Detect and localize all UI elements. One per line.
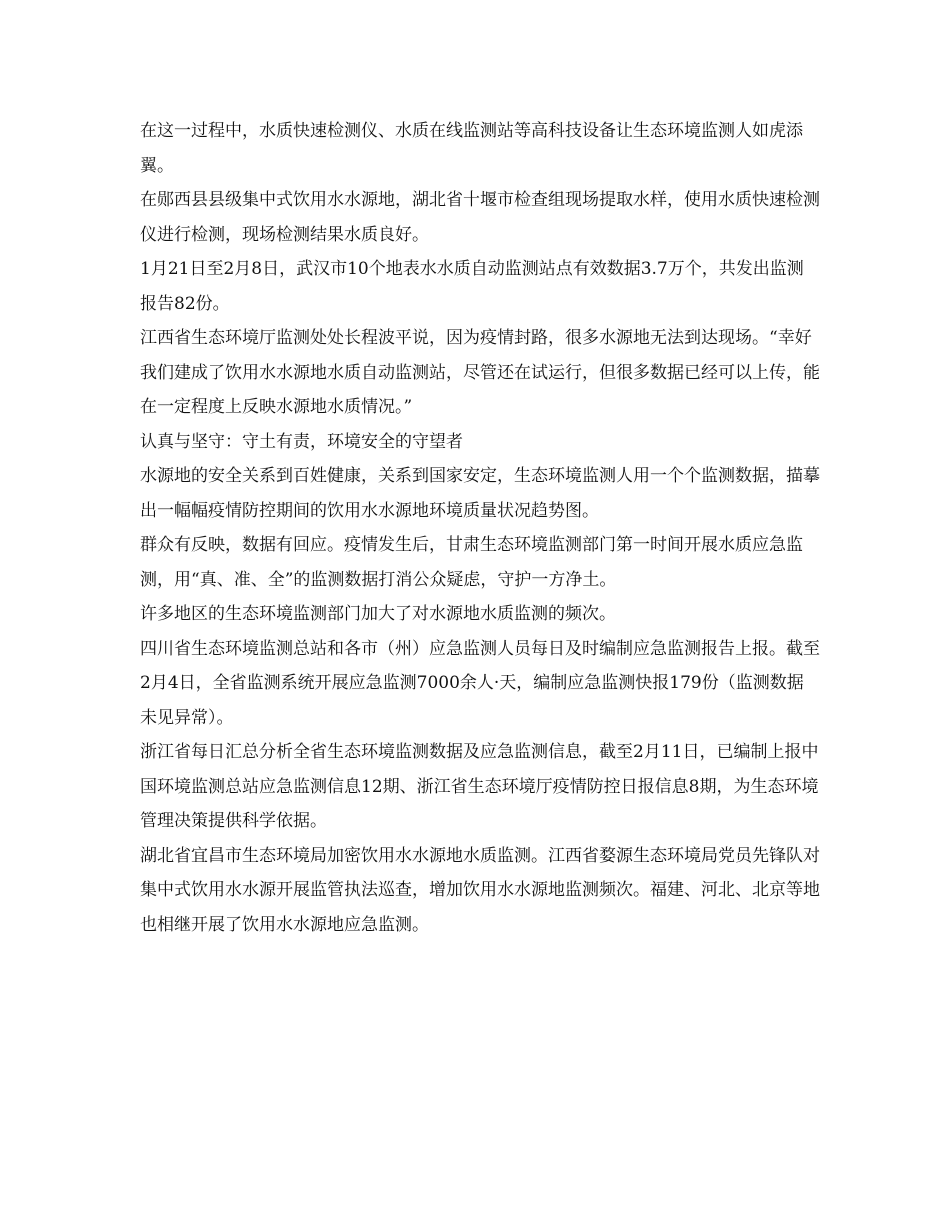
paragraph-7: 群众有反映，数据有回应。疫情发生后，甘肃生态环境监测部门第一时间开展水质应急监测，用“真、准、全”的监测数据打消公众疑虑，守护一方净土。: [140, 535, 803, 590]
paragraph-9: 四川省生态环境监测总站和各市（州）应急监测人员每日及时编制应急监测报告上报。截至2月4日，全省监测系统开展应急监测7000余人·天，编制应急监测快报179份（监测数据未见异常）。: [140, 638, 820, 728]
document-body: [140, 114, 820, 942]
paragraph-2: 在郧西县县级集中式饮用水水源地，湖北省十堰市检查组现场提取水样，使用水质快速检测仪进行检测，现场检测结果水质良好。: [140, 190, 820, 245]
section-heading: 认真与坚守：守土有责，环境安全的守望者: [140, 431, 463, 452]
paragraph-6: 水源地的安全关系到百姓健康，关系到国家安定，生态环境监测人用一个个监测数据，描摹出一幅幅疫情防控期间的饮用水水源地环境质量状况趋势图。: [140, 466, 820, 521]
paragraph-3: 1月21日至2月8日，武汉市10个地表水水质自动监测站点有效数据3.7万个，共发出监测报告82份。: [140, 259, 804, 314]
paragraph-11: 湖北省宜昌市生态环境局加密饮用水水源地水质监测。江西省婺源生态环境局党员先锋队对集中式饮用水水源开展监管执法巡查，增加饮用水水源地监测频次。福建、河北、北京等地也相继开展了饮用水水源地应急监测。: [140, 845, 820, 935]
paragraph-4: 江西省生态环境厅监测处处长程波平说，因为疫情封路，很多水源地无法到达现场。“幸好我们建成了饮用水水源地水质自动监测站，尽管还在试运行，但很多数据已经可以上传，能在一定程度上反映水源地水质情况。”: [140, 328, 820, 417]
paragraph-10: 浙江省每日汇总分析全省生态环境监测数据及应急监测信息，截至2月11日，已编制上报中国环境监测总站应急监测信息12期、浙江省生态环境厅疫情防控日报信息8期，为生态环境管理决策提供科学依据。: [140, 742, 819, 831]
paragraph-1: 在这一过程中，水质快速检测仪、水质在线监测站等高科技设备让生态环境监测人如虎添翼。: [140, 121, 803, 176]
paragraph-8: 许多地区的生态环境监测部门加大了对水源地水质监测的频次。: [140, 604, 616, 624]
